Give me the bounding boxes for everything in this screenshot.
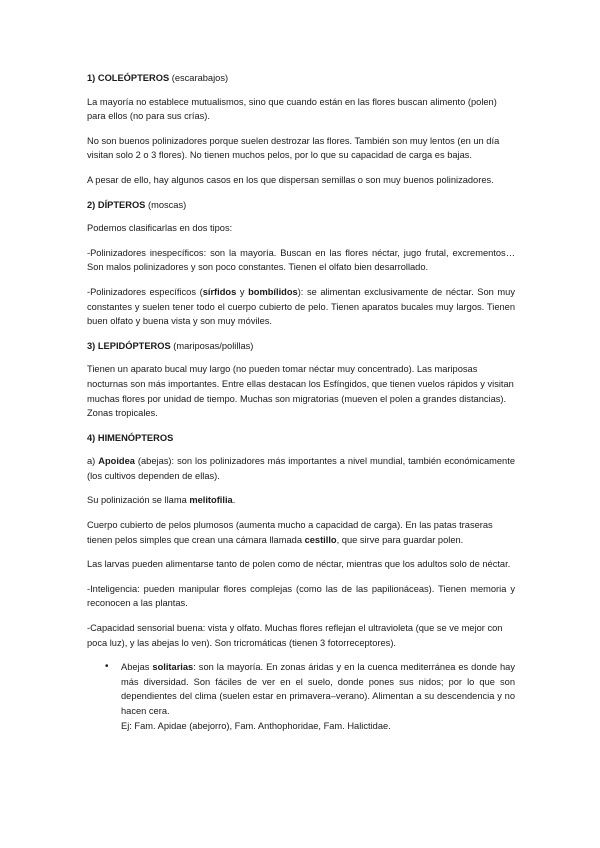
heading-title: 4) HIMENÓPTEROS [87, 432, 174, 443]
bold-term: sírfidos [202, 286, 237, 297]
text-run: Abejas [121, 662, 153, 673]
heading-title: LEPIDÓPTEROS [97, 340, 171, 351]
text-run: y [236, 286, 249, 297]
heading-title: DÍPTEROS [97, 199, 146, 210]
example-line: Ej: Fam. Apidae (abejorro), Fam. Anthophoridae, Fam. Halictidae. [121, 720, 391, 731]
heading-number: 1) [87, 73, 98, 83]
heading-subtitle: (mariposas/polillas) [170, 340, 254, 351]
paragraph: No son buenos polinizadores porque suelen destrozar las flores. También son muy lentos (en un día visitan solo 2 o 3 flores). No tienen muchos pelos, por lo que su capacidad de carga es bajas. [87, 135, 500, 161]
document-content [87, 71, 515, 733]
paragraph [87, 454, 515, 483]
text-run: (abejas): son los polinizadores más importantes a nivel mundial, también económicamente (los cultivos dependen de ellas). [87, 456, 515, 481]
text-run: a) [87, 456, 99, 467]
heading-himenopteros [87, 431, 515, 446]
heading-dipteros [87, 198, 515, 213]
list-item [87, 660, 515, 733]
paragraph: Las larvas pueden alimentarse tanto de polen como de néctar, mientras que los adultos solo de néctar. [87, 559, 511, 570]
paragraph [87, 518, 515, 547]
heading-coleopteros [87, 71, 515, 86]
bold-term: melitofilia [189, 495, 233, 506]
heading-subtitle: (moscas) [145, 199, 187, 210]
bold-term: Apoidea [98, 456, 135, 467]
heading-number: 3) [87, 340, 98, 351]
bold-term: bombílidos [248, 286, 298, 297]
bold-term: solitarias [152, 662, 194, 673]
text-run: : son la mayoría. En zonas áridas y en la cuenca mediterránea es donde hay más diversidad. Son fáciles de ver en el suelo, donde pones sus nidos; por lo que son dependientes del clima (suelen estar en primavera–verano). Alimentan a su descendencia y no hacen cera. [121, 662, 515, 716]
paragraph: -Polinizadores inespecíficos: son la mayoría. Buscan en las flores néctar, jugo frutal, excrementos… Son malos polinizadores y son poco constantes. Tienen el olfato bien desarrollado. [87, 247, 515, 273]
text-run: . [232, 495, 236, 506]
heading-title: COLEÓPTEROS [97, 73, 170, 83]
paragraph [87, 285, 515, 329]
paragraph: A pesar de ello, hay algunos casos en los que dispersan semillas o son muy buenos polinizadores. [87, 174, 494, 185]
paragraph: Podemos clasificarlas en dos tipos: [87, 223, 233, 234]
text-run: -Polinizadores específicos ( [87, 286, 203, 297]
text-run: Cuerpo cubierto de pelos plumosos (aumenta mucho a capacidad de carga). En las patas traseras tienen pelos simples que crean una cámara llamada [87, 520, 493, 545]
heading-subtitle: (escarabajos) [169, 73, 229, 83]
heading-lepidopteros [87, 339, 515, 354]
paragraph: La mayoría no establece mutualismos, sino que cuando están en las flores buscan alimento (polen) para ellos (no para sus crías). [87, 96, 497, 122]
heading-number: 2) [87, 199, 98, 210]
text-run: Su polinización se llama [87, 495, 190, 506]
bold-term: cestillo [304, 534, 337, 545]
paragraph: -Capacidad sensorial buena: vista y olfato. Muchas flores reflejan el ultravioleta (que se ve mejor con poca luz), y las abejas lo ven). Son tricromáticas (tienen 3 fotorreceptores). [87, 623, 503, 648]
text-run: ): se alimentan exclusivamente de néctar. Son muy constantes y suelen tener todo el cuerpo cubierto de pelo. Tienen aparatos bucales muy largos. Tienen buen olfato y buena vista y son muy móviles. [87, 286, 515, 327]
paragraph: Tienen un aparato bucal muy largo (no pueden tomar néctar muy concentrado). Las mariposas nocturnas son más importantes. Entre ellas destacan los Esfíngidos, que tienen vuelos rápidos y visitan muchas flores por unidad de tiempo. Muchas son migratorias (mueven el polen a grandes distancias). Zonas tropicales. [87, 364, 514, 419]
paragraph [87, 493, 515, 508]
bullet-list [87, 660, 515, 733]
text-run: , que sirve para guardar polen. [336, 534, 464, 545]
paragraph: -Inteligencia: pueden manipular flores complejas (como las de las papilionáceas). Tienen memoria y reconocen a las plantas. [87, 583, 515, 609]
bullet-icon: • [105, 661, 109, 673]
